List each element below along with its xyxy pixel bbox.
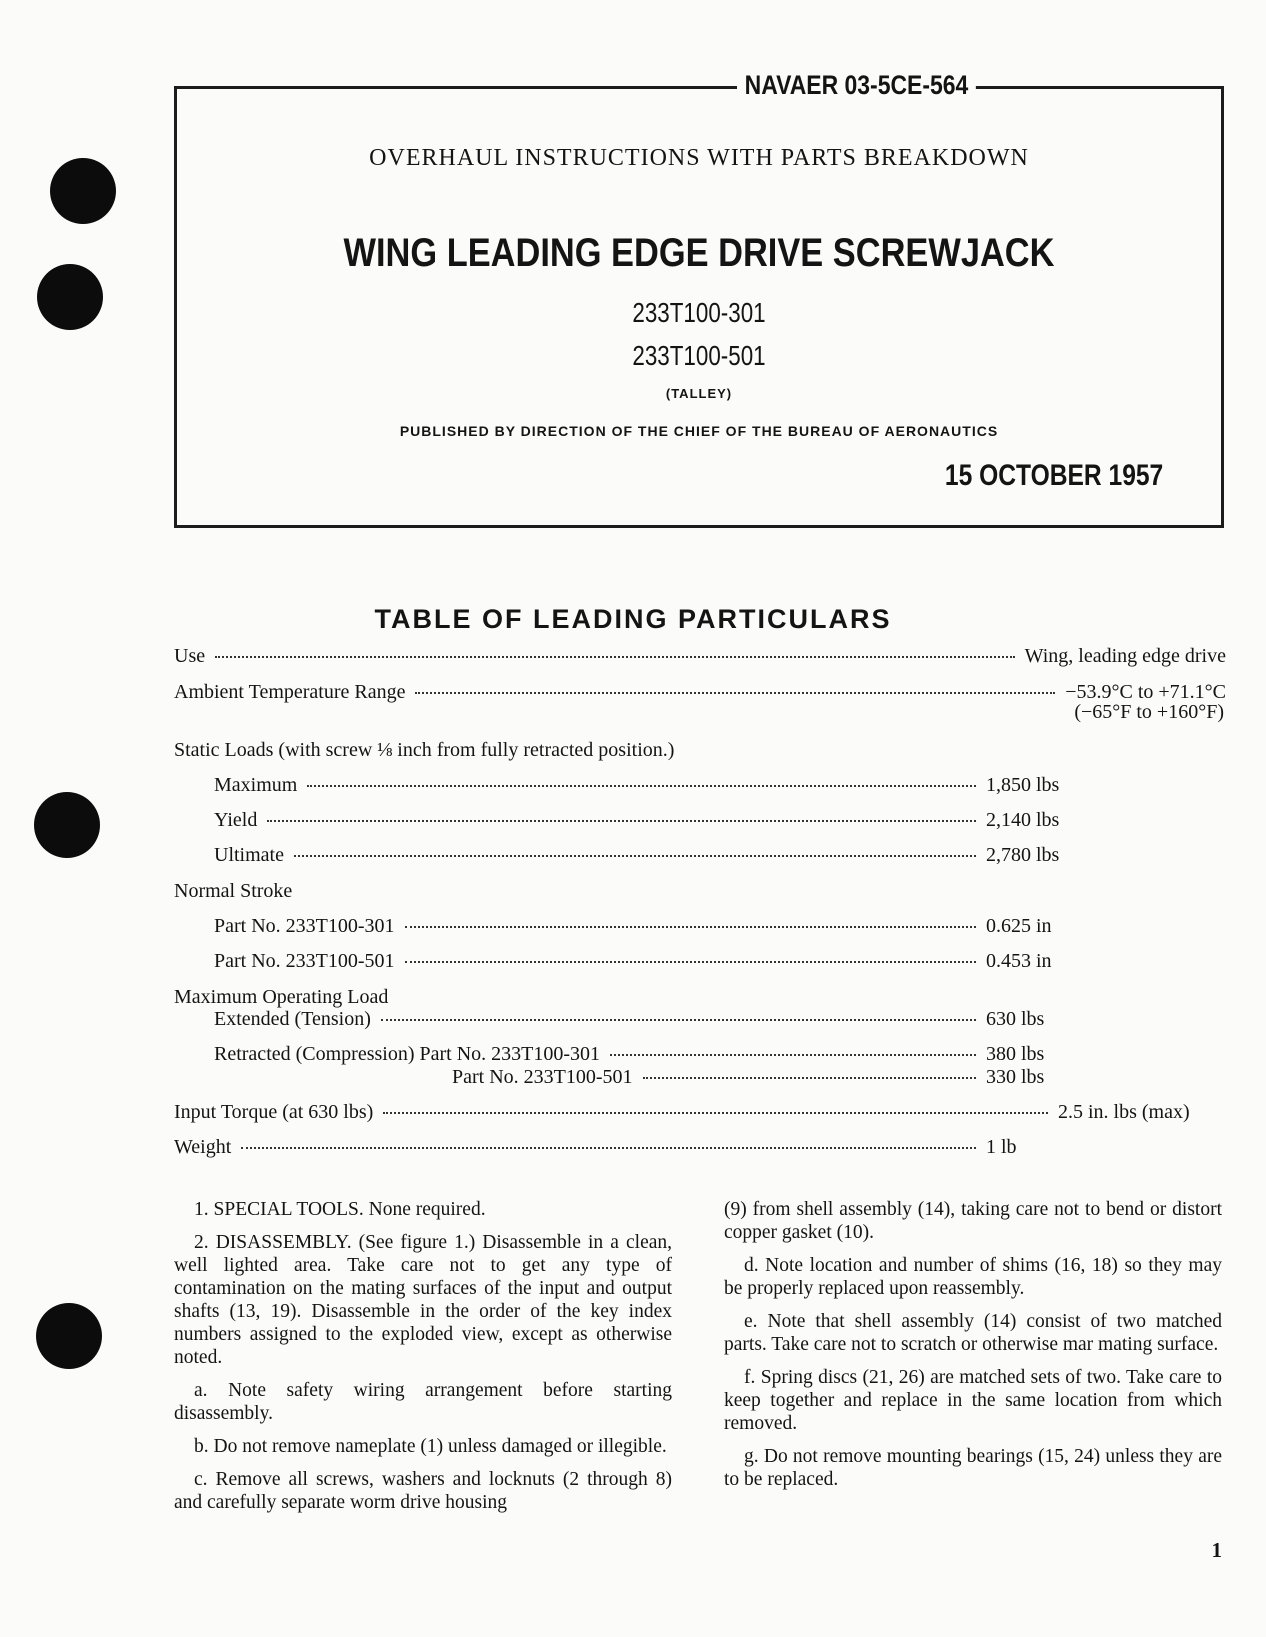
temp-value-c: −53.9°C to +71.1°C (1065, 681, 1226, 703)
binder-hole-2 (37, 264, 103, 330)
retracted-501-value: 330 lbs (986, 1066, 1045, 1088)
particular-ultimate (214, 844, 1154, 867)
paragraph-step-c: c. Remove all screws, washers and locknuts (2 through 8) and carefully separate worm drive housing (174, 1469, 672, 1513)
particular-weight (174, 1136, 1154, 1159)
body-left-column (174, 1198, 672, 1524)
extended-value: 630 lbs (986, 1008, 1045, 1030)
binder-hole-1 (50, 158, 116, 224)
dot-leader (405, 961, 976, 963)
extended-label: Extended (Tension) (214, 1008, 371, 1030)
paragraph-special-tools: 1. SPECIAL TOOLS. None required. (194, 1199, 486, 1220)
body-right-column (724, 1198, 1222, 1501)
manufacturer: (TALLEY) (665, 386, 733, 401)
binder-hole-3 (34, 792, 100, 858)
dot-leader (610, 1054, 976, 1056)
dot-leader (267, 820, 976, 822)
stroke-501-value: 0.453 in (986, 950, 1052, 972)
page-number: 1 (1211, 1538, 1222, 1562)
paragraph-step-e: e. Note that shell assembly (14) consist of two matched parts. Take care not to scratch or otherwise mar mating surface. (724, 1311, 1222, 1355)
yield-label: Yield (214, 809, 258, 831)
maximum-label: Maximum (214, 774, 298, 796)
particular-yield (214, 809, 1154, 832)
stroke-501-label: Part No. 233T100-501 (214, 950, 395, 972)
retracted-301-value: 380 lbs (986, 1043, 1045, 1065)
dot-leader (294, 855, 976, 857)
particular-temperature (174, 681, 1226, 704)
temp-label: Ambient Temperature Range (174, 681, 406, 703)
weight-label: Weight (174, 1136, 232, 1158)
dot-leader (643, 1077, 976, 1079)
retracted-501-label: Part No. 233T100-501 (452, 1066, 633, 1088)
temp-value-f: (−65°F to +160°F) (1074, 701, 1224, 723)
part-number-1: 233T100-301 (632, 297, 766, 328)
particular-stroke-501 (214, 950, 1154, 973)
published-by: PUBLISHED BY DIRECTION OF THE CHIEF OF THE BUREAU OF AERONAUTICS (399, 423, 999, 439)
particular-maximum (214, 774, 1154, 797)
part-number-2: 233T100-501 (632, 340, 766, 371)
particular-use (174, 645, 1226, 668)
title-block (174, 70, 1224, 528)
yield-value: 2,140 lbs (986, 809, 1060, 831)
static-loads-label: Static Loads (with screw ⅛ inch from fully retracted position.) (174, 739, 675, 761)
paragraph-step-b: b. Do not remove nameplate (1) unless damaged or illegible. (194, 1436, 667, 1457)
document-title: WING LEADING EDGE DRIVE SCREWJACK (343, 231, 1055, 275)
dot-leader (241, 1147, 976, 1149)
weight-value: 1 lb (986, 1136, 1017, 1158)
input-torque-value: 2.5 in. lbs (max) (1058, 1101, 1190, 1123)
maximum-value: 1,850 lbs (986, 774, 1060, 796)
particulars-title: TABLE OF LEADING PARTICULARS (374, 604, 892, 634)
particular-input-torque (174, 1101, 1226, 1124)
document-number: NAVAER 03-5CE-564 (737, 70, 976, 101)
paragraph-step-d: d. Note location and number of shims (16, 18) so they may be properly replaced upon reassembly. (724, 1255, 1222, 1299)
paragraph-step-g: g. Do not remove mounting bearings (15, 24) unless they are to be replaced. (724, 1446, 1222, 1490)
dot-leader (415, 692, 1055, 694)
normal-stroke-label: Normal Stroke (174, 880, 293, 902)
dot-leader (215, 656, 1015, 658)
stroke-301-value: 0.625 in (986, 915, 1052, 937)
paragraph-disassembly: 2. DISASSEMBLY. (See figure 1.) Disassemble in a clean, well lighted area. Take care not to get any type of contamination on the mating surfaces of the input and output shafts (13, 19). Disassemble in the order of the key index numbers assigned to the exploded view, except as otherwise noted. (174, 1232, 672, 1368)
binder-hole-4 (36, 1303, 102, 1369)
dot-leader (307, 785, 976, 787)
particular-stroke-301 (214, 915, 1154, 938)
retracted-label: Retracted (Compression) Part No. 233T100-301 (214, 1043, 601, 1065)
particular-retracted-501 (452, 1066, 1154, 1089)
ultimate-value: 2,780 lbs (986, 844, 1060, 866)
dot-leader (405, 926, 976, 928)
ultimate-label: Ultimate (214, 844, 284, 866)
dot-leader (381, 1019, 976, 1021)
document-subtitle: OVERHAUL INSTRUCTIONS WITH PARTS BREAKDOWN (369, 145, 1029, 171)
stroke-301-label: Part No. 233T100-301 (214, 915, 395, 937)
paragraph-step-f: f. Spring discs (21, 26) are matched sets of two. Take care to keep together and replace in the same location from which removed. (724, 1367, 1222, 1434)
dot-leader (383, 1112, 1048, 1114)
particular-extended (214, 1008, 1154, 1031)
use-value: Wing, leading edge drive (1024, 645, 1226, 667)
particular-retracted-301 (214, 1043, 1154, 1066)
use-label: Use (174, 645, 206, 667)
publication-date: 15 OCTOBER 1957 (944, 459, 1163, 492)
max-operating-load-label: Maximum Operating Load (174, 986, 389, 1008)
paragraph-step-a: a. Note safety wiring arrangement before starting disassembly. (174, 1380, 672, 1424)
paragraph-step-c-cont: (9) from shell assembly (14), taking care not to bend or distort copper gasket (10). (724, 1199, 1222, 1243)
input-torque-label: Input Torque (at 630 lbs) (174, 1101, 374, 1123)
